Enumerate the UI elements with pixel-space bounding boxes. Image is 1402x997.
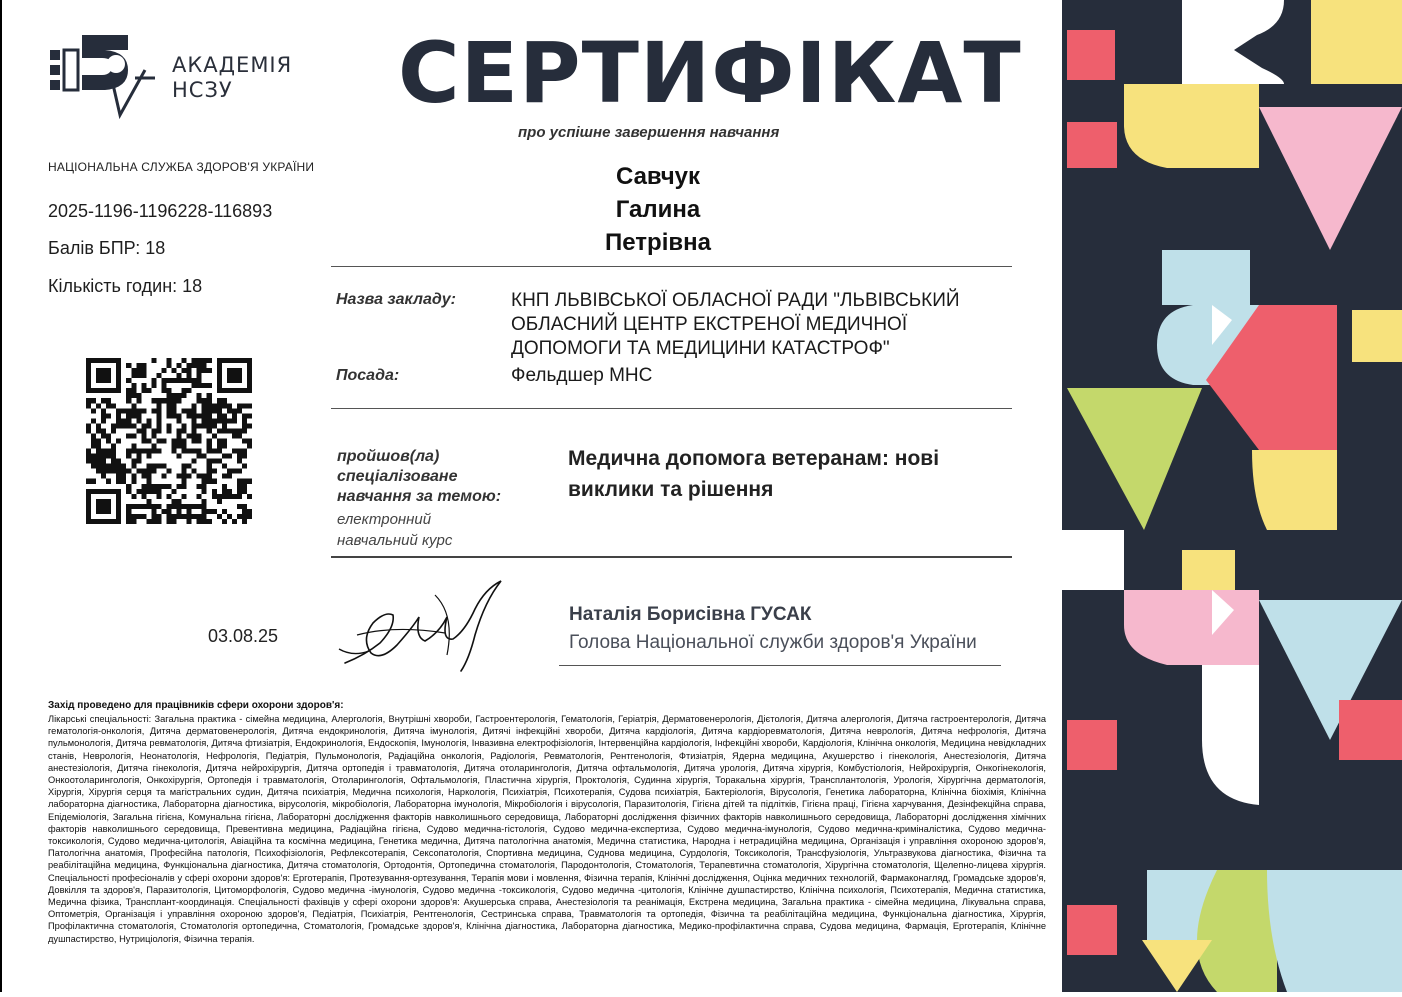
position-label: Посада: (336, 367, 400, 384)
training-format-line: навчальний курс (337, 532, 453, 549)
signature-image (335, 575, 515, 680)
training-label-line: спеціалізоване (337, 468, 458, 485)
institution-line: КНП ЛЬВІВСЬКОЇ ОБЛАСНОЇ РАДИ "ЛЬВІВСЬКИЙ (511, 290, 960, 311)
issue-date: 03.08.25 (208, 626, 279, 646)
recipient-patronymic: Петрівна (605, 229, 711, 256)
hours-count: Кількість годин: 18 (48, 276, 203, 296)
logo-text (172, 53, 292, 103)
divider (331, 556, 1012, 558)
training-label (337, 447, 501, 507)
institution-line: ОБЛАСНИЙ ЦЕНТР ЕКСТРЕНОЇ МЕДИЧНОЇ (511, 314, 908, 335)
training-format-line: електронний (337, 511, 432, 528)
decorative-pattern-panel (1062, 0, 1402, 992)
logo-line-1: АКАДЕМІЯ (172, 53, 293, 77)
training-label-line: пройшов(ла) (337, 448, 440, 465)
institution-line: ДОПОМОГИ ТА МЕДИЦИНИ КАТАСТРОФ" (511, 338, 890, 359)
signer-name: Наталія Борисівна ГУСАК (569, 604, 812, 625)
page-edge-left (0, 0, 2, 992)
divider (559, 665, 1001, 666)
divider (331, 266, 1012, 267)
course-topic-line: Медична допомога ветеранам: нові (568, 447, 940, 470)
course-topic-line: виклики та рішення (568, 478, 774, 501)
divider (331, 408, 1012, 409)
position-value: Фельдшер МНС (511, 365, 653, 386)
certificate-title: СЕРТИФІКАТ (398, 24, 1022, 122)
logo-line-2: НСЗУ (172, 78, 233, 102)
training-label-line: навчання за темою: (337, 488, 502, 505)
institution-value (511, 289, 960, 361)
recipient-name (508, 160, 808, 259)
footer-specialties: Лікарські спеціальності: Загальна практика - сімейна медицина, Алергологія, Внутрішні хвороби, Гастроентерологія, Гематологія, Геріатрія, Дерматовенерологія, Дієтологія, Дитяча алергологія, Дитяча гастроентерологія, Дитяча гематологія-онкологія, Дитяча дерматовенерологія, Дитяча ендокринологія, Дитяча імунологія, Дитячі інфекційні хвороби, Дитяча кардіологія, Дитяча кардіоревматологія, Дитяча неврологія, Дитяча нефрологія, Дитяча пульмонологія, Дитяча ревматологія, Дитяча фтизіатрія, Ендокринологія, Ендоскопія, Імунологія, Інвазивна електрофізіологія, Інтервенційна кардіологія, Інфекційні хвороби, Кардіологія, Клінічна онкологія, Медицина невідкладних станів, Неврологія, Неонатологія, Нефрологія, Педіатрія, Пульмонологія, Радіаційна онкологія, Радіологія, Ревматологія, Рентгенологія, Фтизіатрія, Ядерна медицина, Акушерство і гінекологія, Анестезіологія, Дитяча анестезіологія, Дитяча гінекологія, Дитяча нейрохірургія, Дитяча ортопедія і травматологія, Дитяча отоларингологія, Дитяча офтальмологія, Дитяча урологія, Дитяча хірургія, Комбустіологія, Нейрохірургія, Онкогінекологія, Онкоотоларингологія, Онкохірургія, Ортопедія і травматологія, Отоларингологія, Офтальмологія, Пластична хірургія, Проктологія, Судинна хірургія, Торакальна хірургія, Трансплантологія, Урологія, Хірургічна дерматологія, Хірургія, Хірургія серця та магістральних судин, Дитяча психіатрія, Медична психологія, Наркологія, Психіатрія, Психотерапія, Судова психіатрія, Бактеріологія, Вірусологія, Генетика лабораторна, Клінічна біохімія, Клінічна лабораторна діагностика, Лабораторна діагностика, вірусологія, мікробіологія, Лабораторна імунологія, Мікробіологія і вірусологія, Паразитологія, Гігієна дітей та підлітків, Гігієна праці, Гігієна харчування, Дезінфекційна справа, Епідеміологія, Загальна гігієна, Комунальна гігієна, Лабораторні дослідження факторів навколишнього середовища, Лабораторні дослідження фізичних факторів навколишнього середовища, Лабораторні дослідження хімічних факторів навколишнього середовища, Превентивна медицина, Радіаційна гігієна, Судово медична-гістологія, Судово медична-експертиза, Судово медична-імунологія, Судово медична-криміналістика, Судово медична-токсикологія, Судово медична-цитологія, Авіаційна та космічна медицина, Генетика медична, Дитяча патологічна анатомія, Медична статистика, Народна і нетрадиційна медицина, Організація і управління охороною здоров'я, Патологічна анатомія, Професійна патологія, Психофізіологія, Рефлексотерапія, Сексопатологія, Спортивна медицина, Суднова медицина, Сурдологія, Токсикологія, Трансфузіологія, Ультразвукова діагностика, Фізична та реабілітаційна медицина, Функціональна діагностика, Дитяча стоматологія, Ортодонтія, Ортопедична стоматологія, Пародонтологія, Стоматологія, Терапевтична стоматологія, Хірургічна стоматологія, Щелепно-лицева хірургія. Спеціальності професіоналів у сфері охорони здоров'я: Ерготерапія, Протезування-ортезування, Терапія мови і мовлення, Фізична терапія, Клінічні дослідження, Оцінка медичних технологій, Фармаконагляд, Громадське здоров'я, Довкілля та здоров'я, Паразитологія, Цитоморфологія, Судово медична -імунологія, Судово медична -токсикологія, Судово медична -цитологія, Клінічне душпастирство, Клінічна психологія, Психотерапія, Медична статистика, Медична фізика, Трансплант-координація. Спеціальності фахівців у сфері охорони здоров'я: Акушерська справа, Анестезіологія та реанімація, Екстрена медицина, Загальна практика - сімейна медицина, Лікувальна справа, Оптометрія, Організація і управління охороною здоров'я, Педіатрія, Психіатрія, Рентгенологія, Сестринська справа, Травматологія та ортопедія, Фізична та реабілітаційна медицина, Функціональна діагностика, Хірургія, Профілактична стоматологія, Стоматологія ортопедична, Стоматологія, Громадське здоров'я, Клінічна діагностика, Лабораторна діагностика, Медико-профілактична справа, Судова медицина, Фармація, Ерготерапія, Клінічне душпастирство, Нутриціологія, Фізична терапія. (48, 714, 1046, 944)
certificate-number: 2025-1196-1196228-116893 (48, 201, 273, 221)
recipient-first-name: Галина (615, 196, 701, 223)
recipient-surname: Савчук (615, 163, 701, 190)
nszu-logo-icon (50, 30, 165, 125)
footer-heading: Захід проведено для працівників сфери охорони здоров'я: (48, 700, 344, 711)
organization-name: НАЦІОНАЛЬНА СЛУЖБА ЗДОРОВ'Я УКРАЇНИ (48, 160, 315, 174)
certificate-subtitle: про успішне завершення навчання (518, 124, 780, 141)
qr-code (86, 358, 252, 524)
training-format (337, 509, 452, 551)
course-topic (568, 443, 939, 505)
bpr-points: Балів БПР: 18 (48, 238, 166, 258)
institution-label: Назва закладу: (336, 291, 456, 308)
signer-title: Голова Національної служби здоров'я України (569, 632, 977, 653)
